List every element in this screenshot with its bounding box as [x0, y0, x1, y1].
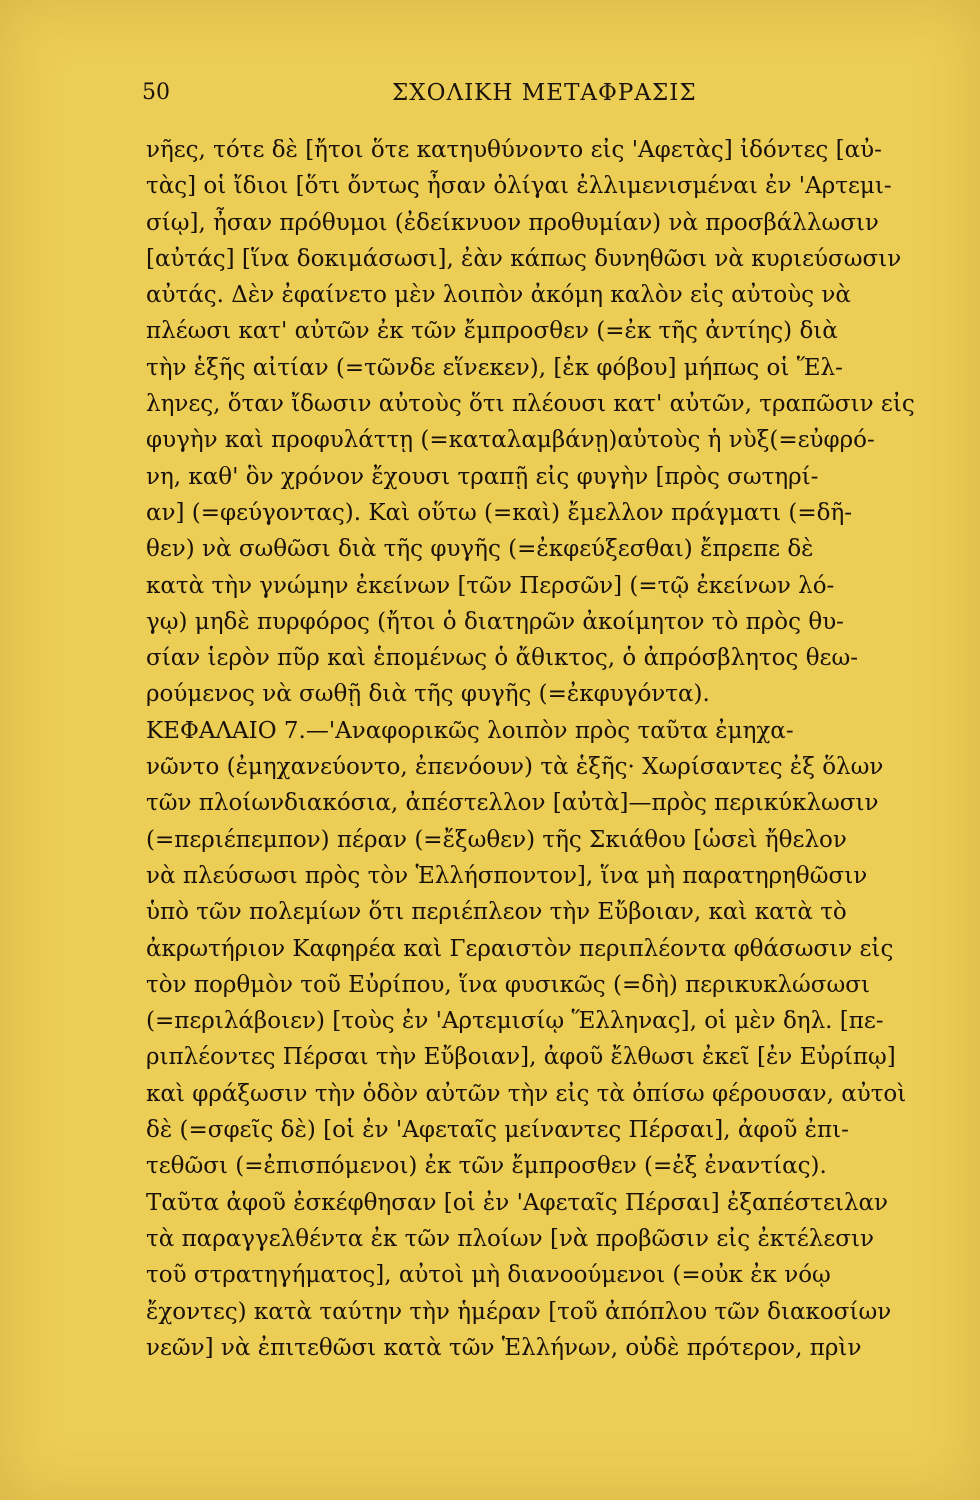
text-line: τὰς] οἱ ἴδιοι [ὅτι ὄντως ἦσαν ὀλίγαι ἐλλιμενισμέναι ἐν 'Αρτεμι-: [146, 173, 892, 200]
page-header: [142, 80, 922, 120]
text-line: νεῶν] νὰ ἐπιτεθῶσι κατὰ τῶν Ἑλλήνων, οὐδὲ πρότερον, πρὶν: [146, 1334, 862, 1361]
text-line: καὶ φράξωσιν τὴν ὁδὸν αὐτῶν τὴν εἰς τὰ ὀπίσω φέρουσαν, αὐτοὶ: [146, 1080, 907, 1107]
text-line: σίαν ἱερὸν πῦρ καὶ ἑπομένως ὁ ἄθικτος, ὁ ἀπρόσβλητος θεω-: [146, 645, 858, 672]
text-line: κατὰ τὴν γνώμην ἐκείνων [τῶν Περσῶν] (=τῷ ἐκείνων λό-: [146, 572, 835, 599]
text-line: Ταῦτα ἀφοῦ ἐσκέφθησαν [οἱ ἐν 'Αφεταῖς Πέρσαι] ἐξαπέστειλαν: [146, 1189, 889, 1216]
text-line: ριπλέοντες Πέρσαι τὴν Εὔβοιαν], ἀφοῦ ἔλθωσι ἐκεῖ [ἐν Εὐρίπῳ]: [146, 1044, 896, 1071]
text-line: ἀκρωτήριον Καφηρέα καὶ Γεραιστὸν περιπλέοντα φθάσωσιν εἰς: [146, 935, 894, 962]
text-line: ὑπὸ τῶν πολεμίων ὅτι περιέπλεον τὴν Εὔβοιαν, καὶ κατὰ τὸ: [146, 899, 847, 926]
text-line: τῶν πλοίωνδιακόσια, ἀπέστελλον [αὐτὰ]—πρὸς περικύκλωσιν: [146, 790, 879, 817]
text-line: αν] (=φεύγοντας). Καὶ οὕτω (=καὶ) ἔμελλον πράγματι (=δῆ-: [146, 499, 853, 526]
text-line: ἔχοντες) κατὰ ταύτην τὴν ἡμέραν [τοῦ ἀπόπλου τῶν διακοσίων: [146, 1298, 892, 1325]
text-line: σίῳ], ἦσαν πρόθυμοι (ἐδείκνυον προθυμίαν) νὰ προσβάλλωσιν: [146, 209, 879, 236]
text-line: (=περιέπεμπον) πέραν (=ἔξωθεν) τῆς Σκιάθου [ὡσεὶ ἤθελον: [146, 826, 847, 853]
text-line: αὐτάς. Δὲν ἐφαίνετο μὲν λοιπὸν ἀκόμη καλὸν εἰς αὐτοὺς νὰ: [146, 282, 851, 309]
text-line: τὰ παραγγελθέντα ἐκ τῶν πλοίων [νὰ προβῶσιν εἰς ἐκτέλεσιν: [146, 1225, 874, 1252]
text-line: (=περιλάβοιεν) [τοὺς ἐν 'Αρτεμισίῳ Ἕλληνας], οἱ μὲν δηλ. [πε-: [146, 1008, 884, 1035]
body-text: [146, 132, 926, 1366]
text-line: νῆες, τότε δὲ [ἤτοι ὅτε κατηυθύνοντο εἰς 'Αφετὰς] ἰδόντες [αὐ-: [146, 137, 882, 163]
text-line: νὰ πλεύσωσι πρὸς τὸν Ἑλλήσποντον], ἵνα μὴ παρατηρηθῶσιν: [146, 862, 868, 889]
page-number: 50: [142, 80, 170, 105]
text-line: φυγὴν καὶ προφυλάττῃ (=καταλαμβάνῃ)αὐτοὺς ἡ νὺξ(=εὐφρό-: [146, 427, 875, 454]
text-line: τὸν πορθμὸν τοῦ Εὐρίπου, ἵνα φυσικῶς (=δὴ) περικυκλώσωσι: [146, 971, 870, 998]
text-line: τὴν ἑξῆς αἰτίαν (=τῶνδε εἵνεκεν), [ἐκ φόβου] μήπως οἱ Ἕλ-: [146, 354, 843, 381]
text-line: [αὐτάς] [ἵνα δοκιμάσωσι], ἐὰν κάπως δυνηθῶσι νὰ κυριεύσωσιν: [146, 245, 902, 272]
text-line: γῳ) μηδὲ πυρφόρος (ἤτοι ὁ διατηρῶν ἀκοίμητον τὸ πρὸς θυ-: [146, 608, 844, 635]
text-line: νη, καθ' ὃν χρόνον ἔχουσι τραπῇ εἰς φυγὴν [πρὸς σωτηρί-: [146, 463, 819, 490]
text-line: ρούμενος νὰ σωθῇ διὰ τῆς φυγῆς (=ἐκφυγόντα).: [146, 681, 710, 708]
text-line: δὲ (=σφεῖς δὲ) [οἱ ἐν 'Αφεταῖς μείναντες Πέρσαι], ἀφοῦ ἐπι-: [146, 1117, 849, 1144]
text-line: ΚΕΦΑΛΑΙΟ 7.—'Αναφορικῶς λοιπὸν πρὸς ταῦτα ἐμηχα-: [146, 717, 794, 744]
text-line: θεν) νὰ σωθῶσι διὰ τῆς φυγῆς (=ἐκφεύξεσθαι) ἔπρεπε δὲ: [146, 536, 814, 563]
text-line: ληνες, ὅταν ἴδωσιν αὐτοὺς ὅτι πλέουσι κατ' αὐτῶν, τραπῶσιν εἰς: [146, 391, 915, 418]
text-line: πλέωσι κατ' αὐτῶν ἐκ τῶν ἔμπροσθεν (=ἐκ τῆς ἀντίης) διὰ: [146, 318, 838, 345]
running-title: ΣΧΟΛΙΚΗ ΜΕΤΑΦΡΑΣΙΣ: [392, 80, 697, 106]
text-line: τεθῶσι (=ἐπισπόμενοι) ἐκ τῶν ἔμπροσθεν (=ἐξ ἐναντίας).: [146, 1153, 827, 1180]
text-line: τοῦ στρατηγήματος], αὐτοὶ μὴ διανοούμενοι (=οὐκ ἐκ νόῳ: [146, 1262, 831, 1289]
text-line: νῶντο (ἐμηχανεύοντο, ἐπενόουν) τὰ ἑξῆς· Χωρίσαντες ἐξ ὅλων: [146, 754, 884, 781]
